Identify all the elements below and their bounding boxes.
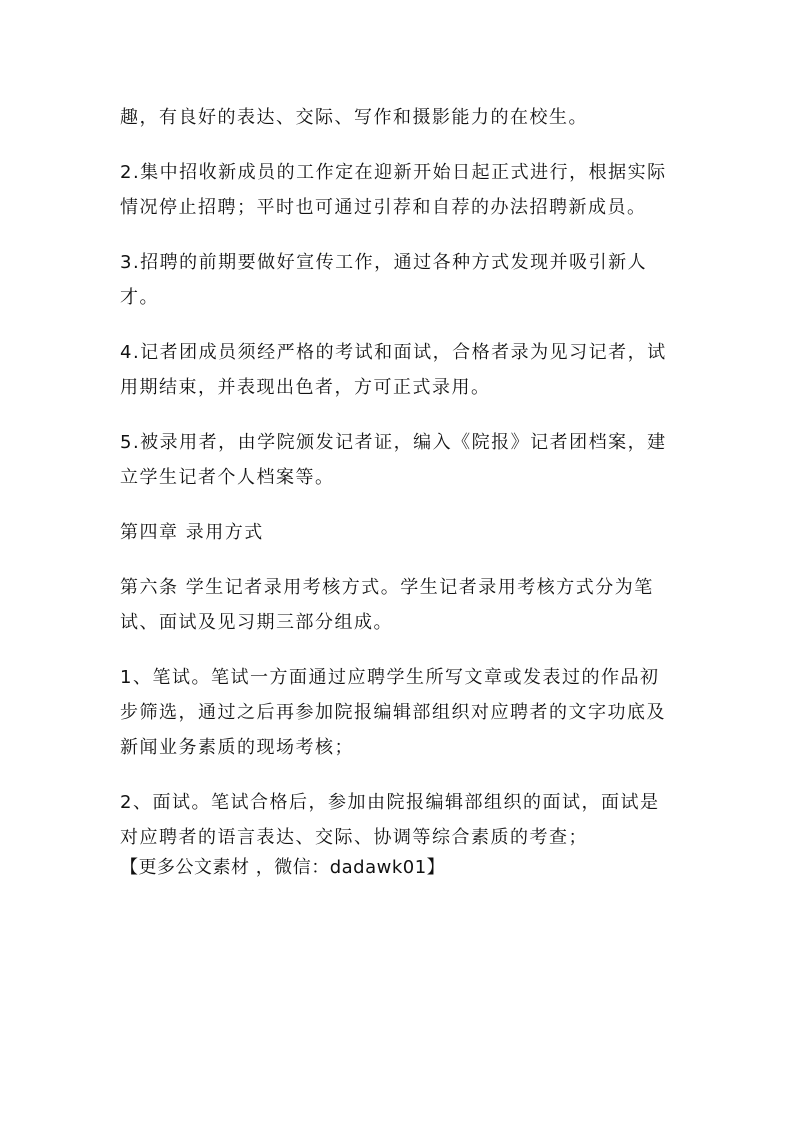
paragraph-recruitment-publicity: 3.招聘的前期要做好宣传工作，通过各种方式发现并吸引新人才。 <box>120 252 648 308</box>
paragraph-recruitment-timing: 2.集中招收新成员的工作定在迎新开始日起正式进行，根据实际情况停止招聘；平时也可通过引荐和自荐的办法招聘新成员。 <box>120 162 667 218</box>
paragraph-certificate-archive: 5.被录用者，由学院颁发记者证，编入《院报》记者团档案，建立学生记者个人档案等。 <box>120 432 667 488</box>
document-body <box>120 100 676 881</box>
paragraph-written-test: 1、笔试。笔试一方面通过应聘学生所写文章或发表过的作品初步筛选，通过之后再参加院报编辑部组织对应聘者的文字功底及新闻业务素质的现场考核； <box>120 667 666 758</box>
chapter-heading: 第四章 录用方式 <box>120 522 264 543</box>
footer-note: 【更多公文素材 ，微信：dadawk01】 <box>120 857 446 878</box>
paragraph-interview: 2、面试。笔试合格后，参加由院报编辑部组织的面试，面试是对应聘者的语言表达、交际、协调等综合素质的考查； <box>120 792 660 848</box>
paragraph-eligibility-end: 趣，有良好的表达、交际、写作和摄影能力的在校生。 <box>120 107 588 128</box>
article-six: 第六条 学生记者录用考核方式。学生记者录用考核方式分为笔试、面试及见习期三部分组成。 <box>120 577 654 633</box>
paragraph-exam-interview: 4.记者团成员须经严格的考试和面试，合格者录为见习记者，试用期结束，并表现出色者，方可正式录用。 <box>120 342 667 398</box>
